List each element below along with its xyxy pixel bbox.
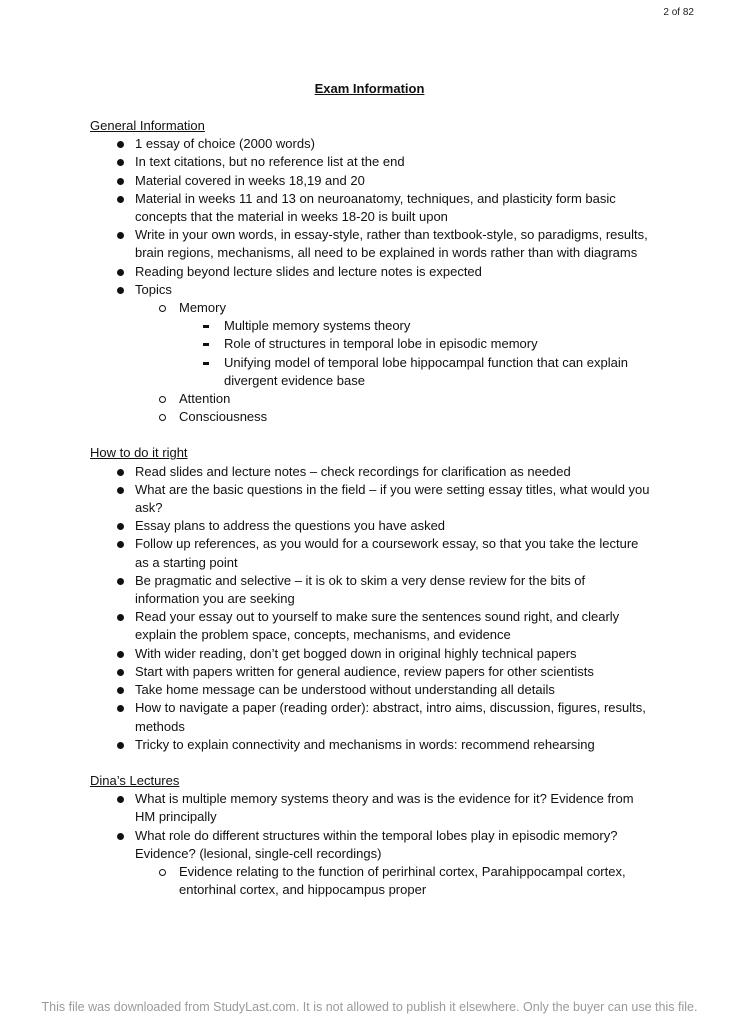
bullet-item xyxy=(90,681,650,699)
bullet-item xyxy=(90,135,650,153)
bullet-item xyxy=(90,736,650,754)
bullet-text: Read your essay out to yourself to make sure the sentences sound right, and clearly explain the problem space, concepts, mechanisms, and evidence xyxy=(135,609,620,643)
bullet-text: What role do different structures within the temporal lobes play in episodic memory? Evidence? (lesional, single-cell recordings) xyxy=(135,827,618,861)
bullet-text: How to navigate a paper (reading order): abstract, intro aims, discussion, figures, results, methods xyxy=(135,700,646,734)
bullet-item xyxy=(90,790,650,826)
sub-sub-bullet-item xyxy=(179,335,650,353)
bullet-text: Material covered in weeks 18,19 and 20 xyxy=(135,172,365,188)
download-watermark-footer: This file was downloaded from StudyLast.com. It is not allowed to publish it elsewhere. Only the buyer can use this file. xyxy=(41,1000,698,1014)
bullet-list xyxy=(90,135,650,426)
sub-sub-bullet-item xyxy=(179,317,650,335)
bullet-item xyxy=(90,481,650,517)
bullet-list xyxy=(90,463,650,754)
bullet-item xyxy=(90,645,650,663)
section-heading: Dina’s Lectures xyxy=(90,772,180,788)
bullet-text: Be pragmatic and selective – it is ok to skim a very dense review for the bits of information you are seeking xyxy=(135,572,586,607)
bullet-text: Write in your own words, in essay-style, rather than textbook-style, so paradigms, results, brain regions, mechanisms, all need to be explained in words rather than with diagrams xyxy=(135,227,648,261)
bullet-list xyxy=(90,790,650,899)
bullet-text: Role of structures in temporal lobe in episodic memory xyxy=(224,336,538,352)
sub-bullet-item xyxy=(135,299,650,390)
bullet-item xyxy=(90,153,650,171)
bullet-text: Attention xyxy=(179,391,231,407)
sub-bullet-list xyxy=(135,863,650,899)
page-title: Exam Information xyxy=(314,81,425,96)
bullet-text: Essay plans to address the questions you have asked xyxy=(135,518,446,534)
bullet-text: In text citations, but no reference list at the end xyxy=(135,154,405,170)
bullet-text: Multiple memory systems theory xyxy=(224,318,411,334)
sub-bullet-list xyxy=(179,317,650,390)
bullet-text: Topics xyxy=(135,281,172,297)
page-number: 2 of 82 xyxy=(663,7,694,18)
bullet-item xyxy=(90,827,650,900)
bullet-text: Unifying model of temporal lobe hippocampal function that can explain divergent evidence base xyxy=(224,354,628,388)
bullet-text: Tricky to explain connectivity and mechanisms in words: recommend rehearsing xyxy=(135,736,595,752)
sub-bullet-item xyxy=(135,390,650,408)
bullet-item xyxy=(90,535,650,571)
bullet-text: Reading beyond lecture slides and lecture notes is expected xyxy=(135,263,482,279)
sub-bullet-item xyxy=(135,408,650,426)
section-heading: General Information xyxy=(90,118,205,133)
bullet-text: With wider reading, don’t get bogged down in original highly technical papers xyxy=(135,645,577,661)
bullet-item xyxy=(90,263,650,281)
bullet-item xyxy=(90,226,650,262)
bullet-text: Consciousness xyxy=(179,409,268,425)
bullet-text: Take home message can be understood without understanding all details xyxy=(135,682,555,698)
bullet-text: What are the basic questions in the field – if you were setting essay titles, what would you ask? xyxy=(135,481,650,516)
bullet-text: Material in weeks 11 and 13 on neuroanatomy, techniques, and plasticity form basic concepts that the material in weeks 18-20 is built upon xyxy=(135,190,616,225)
sub-sub-bullet-item xyxy=(179,354,650,390)
bullet-text: 1 essay of choice (2000 words) xyxy=(135,136,315,152)
bullet-item xyxy=(90,699,650,735)
bullet-text: Follow up references, as you would for a coursework essay, so that you take the lecture as a starting point xyxy=(135,536,639,570)
bullet-item xyxy=(90,463,650,481)
sub-bullet-item xyxy=(135,863,650,899)
section xyxy=(90,117,650,426)
bullet-text: Start with papers written for general audience, review papers for other scientists xyxy=(135,663,594,679)
bullet-text: What is multiple memory systems theory and was is the evidence for it? Evidence from HM principally xyxy=(135,791,634,825)
sub-bullet-list xyxy=(135,299,650,426)
bullet-item xyxy=(90,663,650,681)
section-heading: How to do it right xyxy=(90,445,188,461)
bullet-item xyxy=(90,608,650,644)
bullet-item xyxy=(90,572,650,608)
section xyxy=(90,444,650,753)
bullet-item xyxy=(90,172,650,190)
bullet-item xyxy=(90,190,650,226)
bullet-text: Read slides and lecture notes – check recordings for clarification as needed xyxy=(135,463,571,479)
bullet-item xyxy=(90,517,650,535)
bullet-text: Memory xyxy=(179,300,226,316)
section xyxy=(90,772,650,899)
bullet-item xyxy=(90,281,650,427)
bullet-text: Evidence relating to the function of perirhinal cortex, Parahippocampal cortex, entorhinal cortex, and hippocampus proper xyxy=(179,863,626,898)
document-body xyxy=(90,117,650,917)
